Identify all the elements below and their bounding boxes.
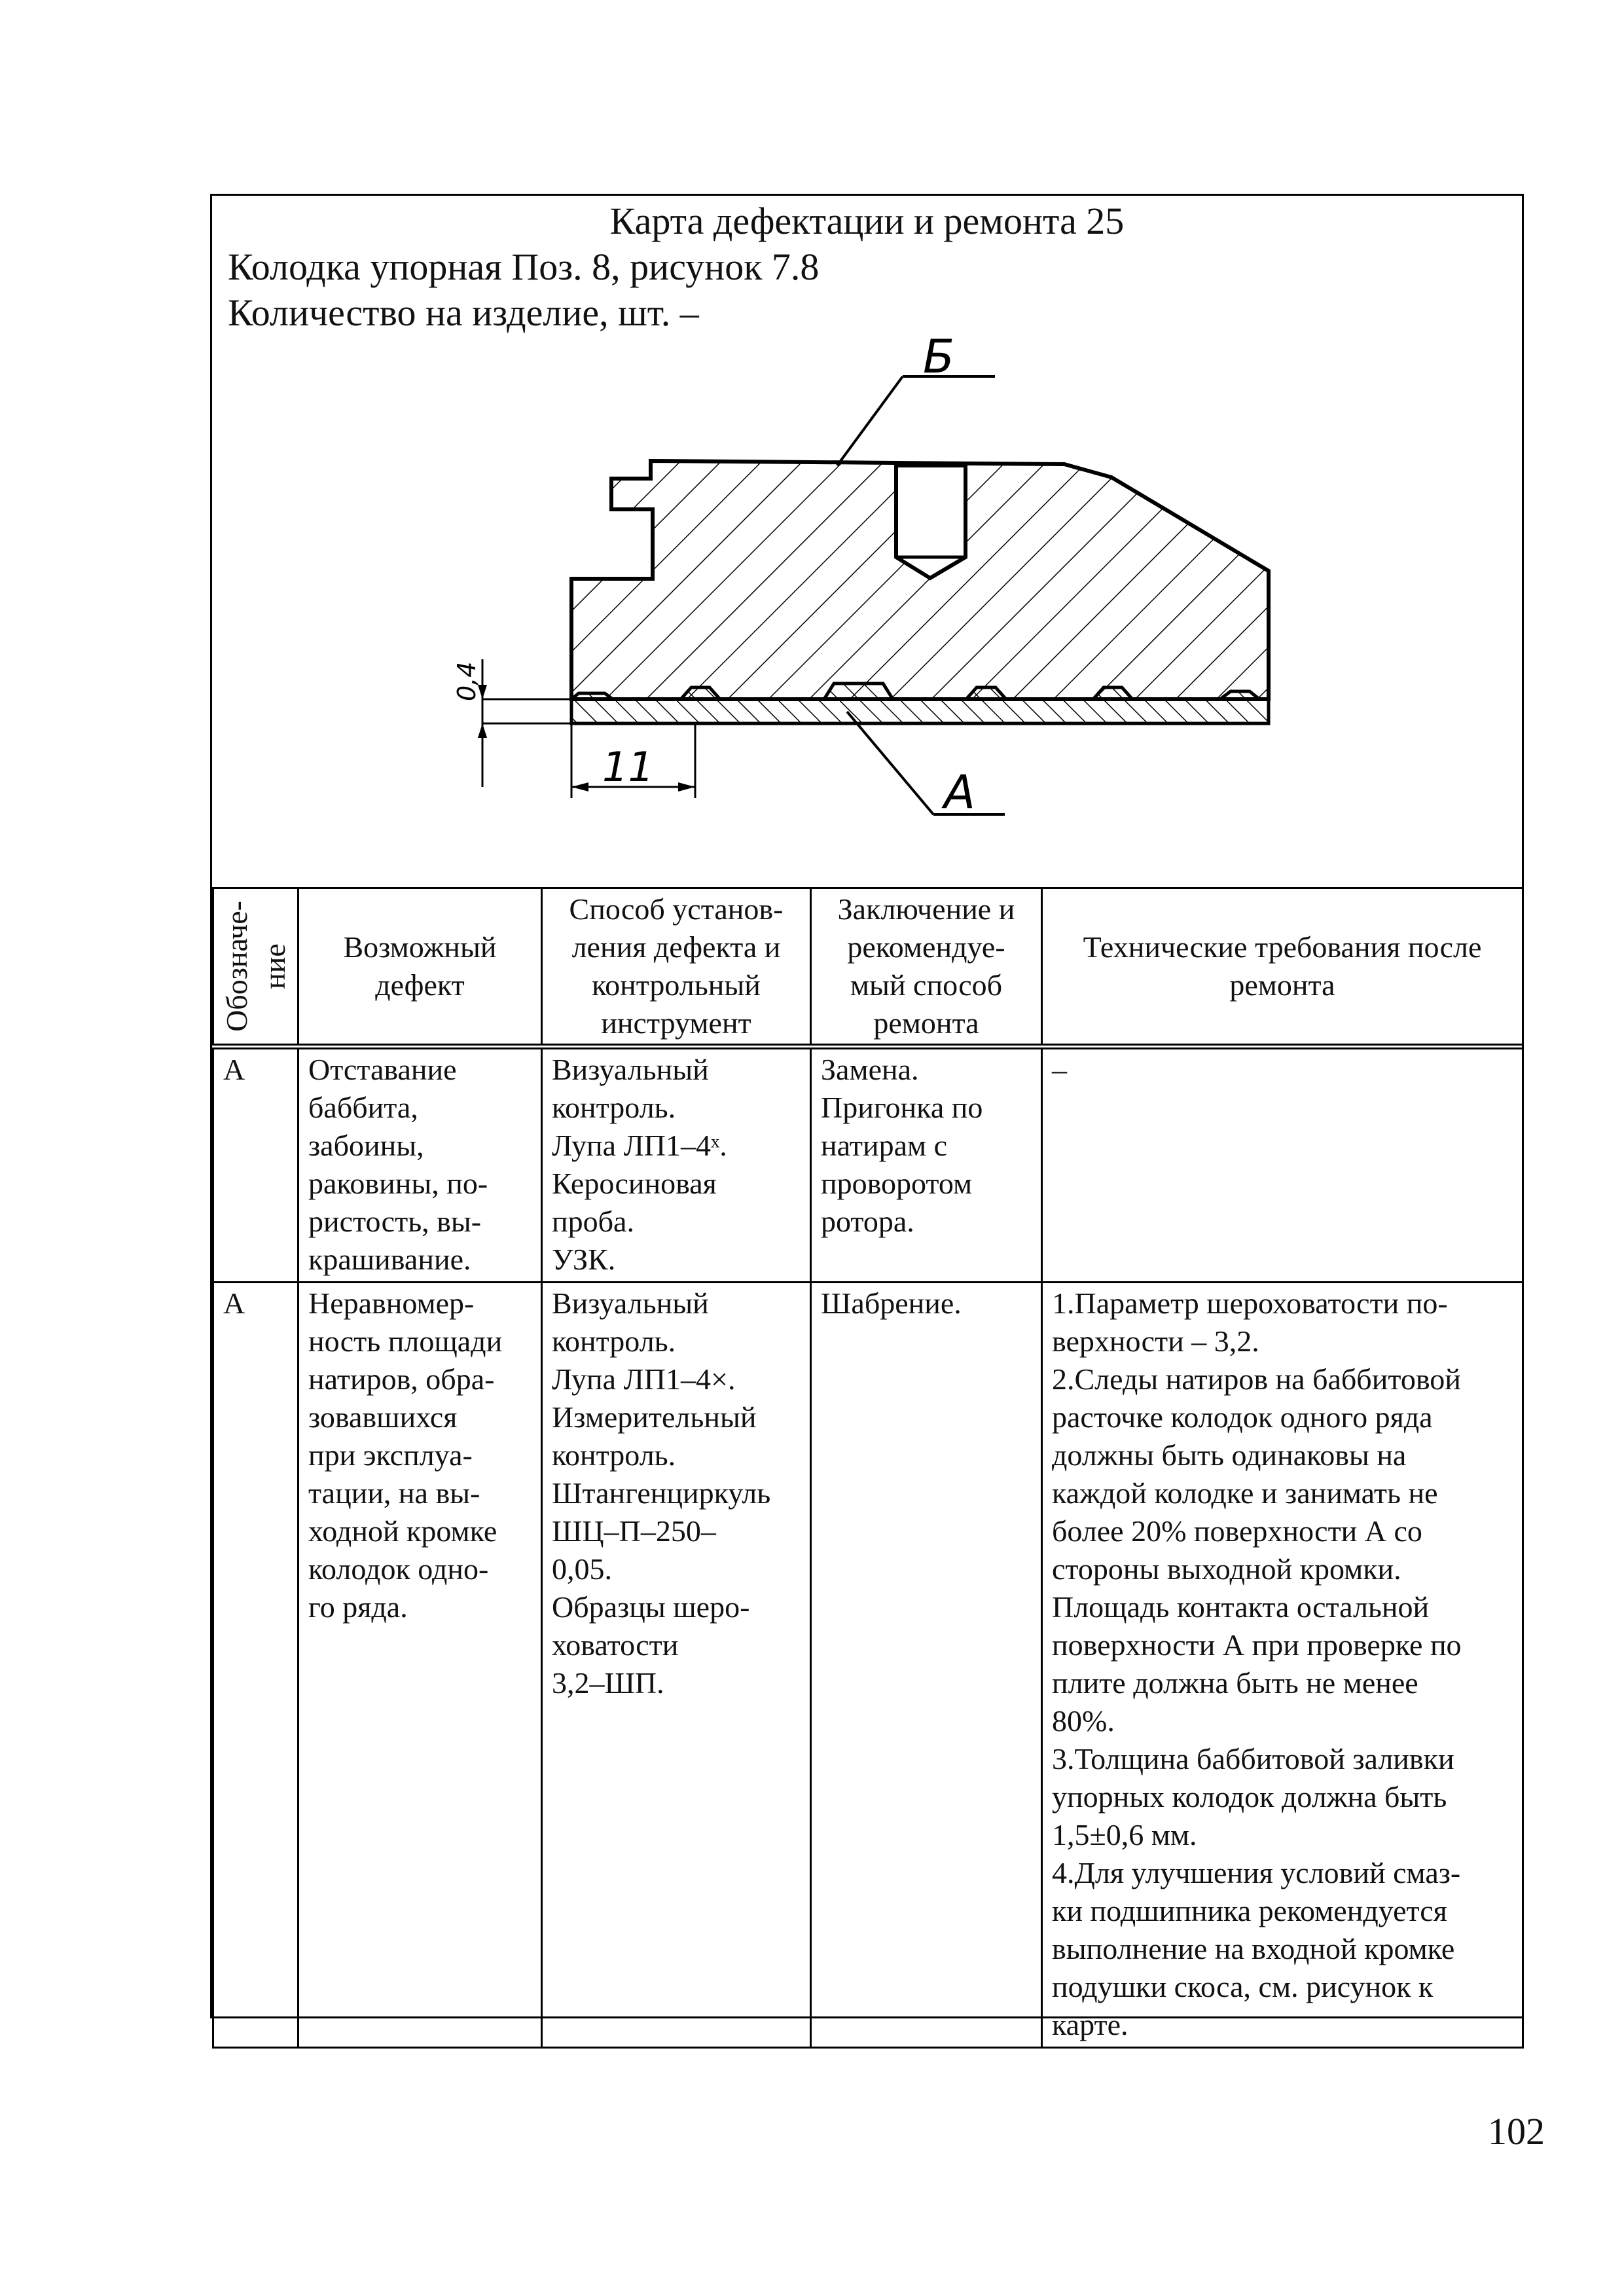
- header-method: Способ установ- ления дефекта и контрольный инструмент: [542, 888, 811, 1047]
- quantity-line: Количество на изделие, шт. –: [228, 291, 699, 334]
- part-drawing: [212, 196, 1522, 887]
- defects-table: [212, 887, 1524, 2049]
- cell-requirements: 1.Параметр шероховатости по- верхности – 3,2. 2.Следы натиров на баббитовой расточке колодок одного ряда должны быть одинаковы на каждой колодке и занимать не более 20% поверхности А со стороны выходной кромки. Площадь контакта остальной поверхности А при проверке по плите должна быть не менее 80%. 3.Толщина баббитовой заливки упорных колодок должна быть 1,5±0,6 мм. 4.Для улучшения условий смаз- ки подшипника рекомендуется выполнение на входной кромке подушки скоса, см. рисунок к карте.: [1042, 1283, 1523, 2048]
- cell-designation: А: [213, 1283, 298, 2048]
- cell-designation: А: [213, 1047, 298, 1283]
- bolt-hole: [896, 465, 965, 578]
- card-title: Карта дефектации и ремонта 25: [609, 200, 1125, 242]
- label-b: Б: [923, 330, 955, 384]
- header-requirements: Технические требования после ремонта: [1042, 888, 1523, 1047]
- label-a: А: [944, 765, 975, 819]
- card-header: [212, 196, 1522, 887]
- table-row: [213, 1283, 1523, 2048]
- header-designation: Обозначе- ние: [213, 888, 298, 1047]
- cell-requirements: –: [1042, 1047, 1523, 1283]
- cell-defect: Неравномер- ность площади натиров, обра- зовавшихся при эксплуа- тации, на вы- ходной кромке колодок одно- го ряда.: [298, 1283, 542, 2048]
- defect-card: [210, 194, 1524, 2041]
- cell-method: Визуальный контроль. Лупа ЛП1–4ˣ. Керосиновая проба. УЗК.: [542, 1047, 811, 1283]
- page-number: 102: [1488, 2110, 1545, 2153]
- cell-defect: Отставание баббита, забоины, раковины, по- ристость, вы- крашивание.: [298, 1047, 542, 1283]
- table-header-row: [213, 888, 1523, 1047]
- header-defect: Возможный дефект: [298, 888, 542, 1047]
- part-name: Колодка упорная Поз. 8, рисунок 7.8: [228, 246, 820, 288]
- header-conclusion: Заключение и рекомендуе- мый способ ремонта: [811, 888, 1042, 1047]
- cell-method: Визуальный контроль. Лупа ЛП1–4×. Измерительный контроль. Штангенциркуль ШЦ–П–250– 0,05. Образцы шеро- ховатости 3,2–ШП.: [542, 1283, 811, 2048]
- dim-length: 11: [602, 743, 654, 791]
- cell-conclusion: Шабрение.: [811, 1283, 1042, 2048]
- dim-thickness: 0,4: [452, 661, 481, 701]
- cell-conclusion: Замена. Пригонка по натирам с проворотом ротора.: [811, 1047, 1042, 1283]
- table-row: [213, 1047, 1523, 1283]
